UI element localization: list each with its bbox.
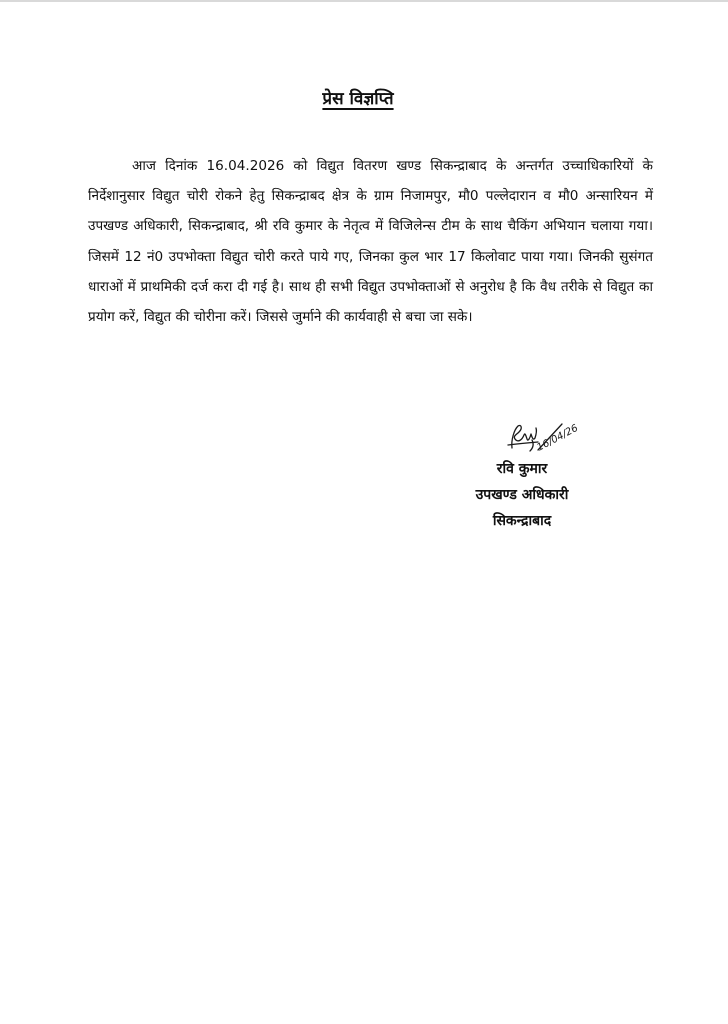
press-release-body: आज दिनांक 16.04.2026 को विद्युत वितरण खण्ड सिकन्द्राबाद के अन्तर्गत उच्चाधिकारियों के निर्देशानुसार विद्युत चोरी रोकने हेतु सिकन्द्राबद क्षेत्र के ग्राम निजामपुर, मौ0 पल्लेदारान व मौ0 अन्सारियन में उपखण्ड अधिकारी, सिकन्द्राबाद, श्री रवि कुमार के नेतृत्व में विजिलेन्स टीम के साथ चैकिंग अभियान चलाया गया। जिसमें 12 नं0 उपभोक्ता विद्युत चोरी करते पाये गए, जिनका कुल भार 17 किलोवाट पाया गया। जिनकी सुसंगत धाराओं में प्राथमिकी दर्ज करा दी गई है। साथ ही सभी विद्युत उपभोक्ताओं से अनुरोध है कि वैध तरीके से विद्युत का प्रयोग करें, विद्युत की चोरीना करें। जिससे जुर्माने की कार्यवाही से बचा जा सके।: [88, 158, 653, 326]
document-title: [0, 86, 716, 112]
signatory-designation: उपखण्ड अधिकारी: [475, 487, 569, 503]
signatory-location: सिकन्द्राबाद: [492, 513, 552, 529]
handwritten-signature: [502, 418, 586, 460]
page-top-edge: [0, 0, 728, 2]
signature-date: 16/04/26: [535, 422, 581, 454]
signatory-name: रवि कुमार: [496, 461, 548, 477]
signatory-block: [452, 456, 592, 534]
document-title-text: प्रेस विज्ञप्ति: [322, 89, 394, 109]
